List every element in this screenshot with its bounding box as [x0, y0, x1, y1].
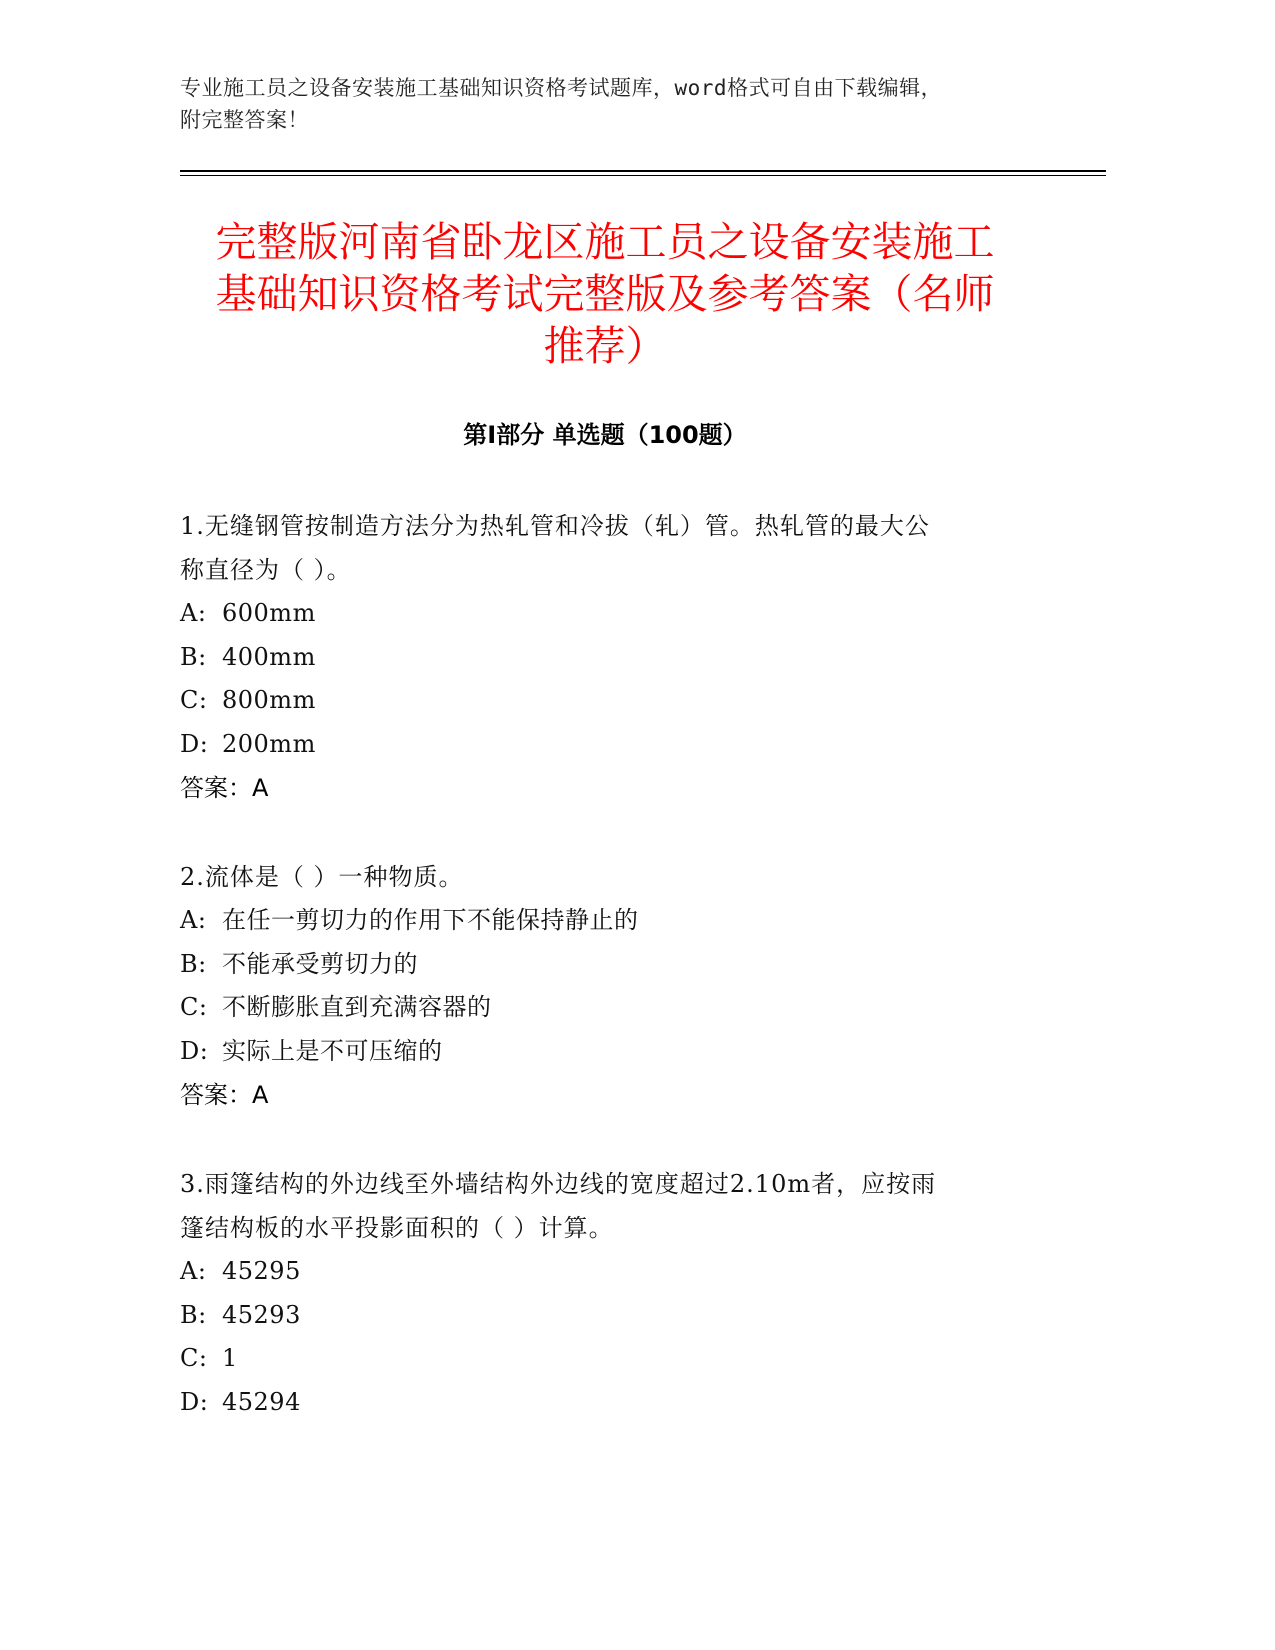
- option-text: 600mm: [222, 599, 316, 627]
- option-c: [180, 986, 1030, 1030]
- option-letter: C:: [180, 686, 208, 714]
- option-text: 200mm: [222, 729, 316, 758]
- option-letter: D:: [180, 1036, 209, 1065]
- option-text: 在任一剪切力的作用下不能保持静止的: [222, 906, 639, 934]
- header-note-line: 附完整答案！: [180, 108, 309, 132]
- option-text: 不能承受剪切力的: [222, 949, 418, 978]
- header-note-line: 专业施工员之设备安装施工基础知识资格考试题库，word格式可自由下载编辑，: [180, 76, 943, 100]
- option-text: 400mm: [222, 642, 316, 671]
- section-title: 第I部分 单选题（100题）: [463, 421, 747, 449]
- question-list: [180, 504, 1030, 1469]
- question-stem: 1.无缝钢管按制造方法分为热轧管和冷拔（轧）管。热轧管的最大公: [180, 512, 930, 540]
- question-stem: 2.流体是（ ）一种物质。: [180, 863, 464, 891]
- option-c: [180, 679, 1030, 723]
- option-text: 45293: [222, 1300, 301, 1329]
- option-text: 800mm: [222, 686, 316, 714]
- option-d: [180, 723, 1030, 767]
- option-b: [180, 636, 1030, 680]
- header-divider: [180, 170, 1106, 172]
- option-c: [180, 1337, 1030, 1381]
- option-text: 45295: [222, 1257, 301, 1285]
- option-text: 不断膨胀直到充满容器的: [222, 993, 492, 1021]
- option-letter: A:: [180, 1257, 207, 1285]
- option-letter: B:: [180, 1300, 207, 1329]
- question-stem: 篷结构板的水平投影面积的（ ）计算。: [180, 1214, 614, 1242]
- question-item: [180, 504, 1030, 810]
- option-letter: B:: [180, 642, 207, 671]
- option-d: [180, 1381, 1030, 1425]
- option-a: [180, 592, 1030, 636]
- option-letter: C:: [180, 1344, 208, 1372]
- option-d: [180, 1030, 1030, 1074]
- option-text: 45294: [222, 1387, 301, 1416]
- option-a: [180, 1250, 1030, 1294]
- title-line: 推荐）: [543, 322, 667, 370]
- document-title: [180, 216, 1030, 372]
- option-letter: D:: [180, 1387, 209, 1416]
- option-text: 1: [222, 1344, 238, 1372]
- option-letter: B:: [180, 949, 207, 978]
- option-text: 实际上是不可压缩的: [222, 1036, 443, 1065]
- answer-label: 答案：A: [180, 774, 269, 802]
- question-item: [180, 855, 1030, 1117]
- question-item: [180, 1162, 1030, 1424]
- option-b: [180, 1294, 1030, 1338]
- question-stem: 称直径为（ ）。: [180, 556, 352, 584]
- option-letter: D:: [180, 729, 209, 758]
- question-stem: 3.雨篷结构的外边线至外墙结构外边线的宽度超过2.10m者，应按雨: [180, 1170, 937, 1198]
- title-line: 基础知识资格考试完整版及参考答案（名师: [215, 270, 995, 318]
- answer-label: 答案：A: [180, 1081, 269, 1109]
- option-letter: C:: [180, 993, 208, 1021]
- option-letter: A:: [180, 599, 207, 627]
- option-letter: A:: [180, 906, 207, 934]
- header-note: [180, 72, 1080, 136]
- title-line: 完整版河南省卧龙区施工员之设备安装施工: [215, 218, 995, 266]
- header-divider-thin: [180, 175, 1106, 176]
- option-a: [180, 899, 1030, 943]
- option-b: [180, 943, 1030, 987]
